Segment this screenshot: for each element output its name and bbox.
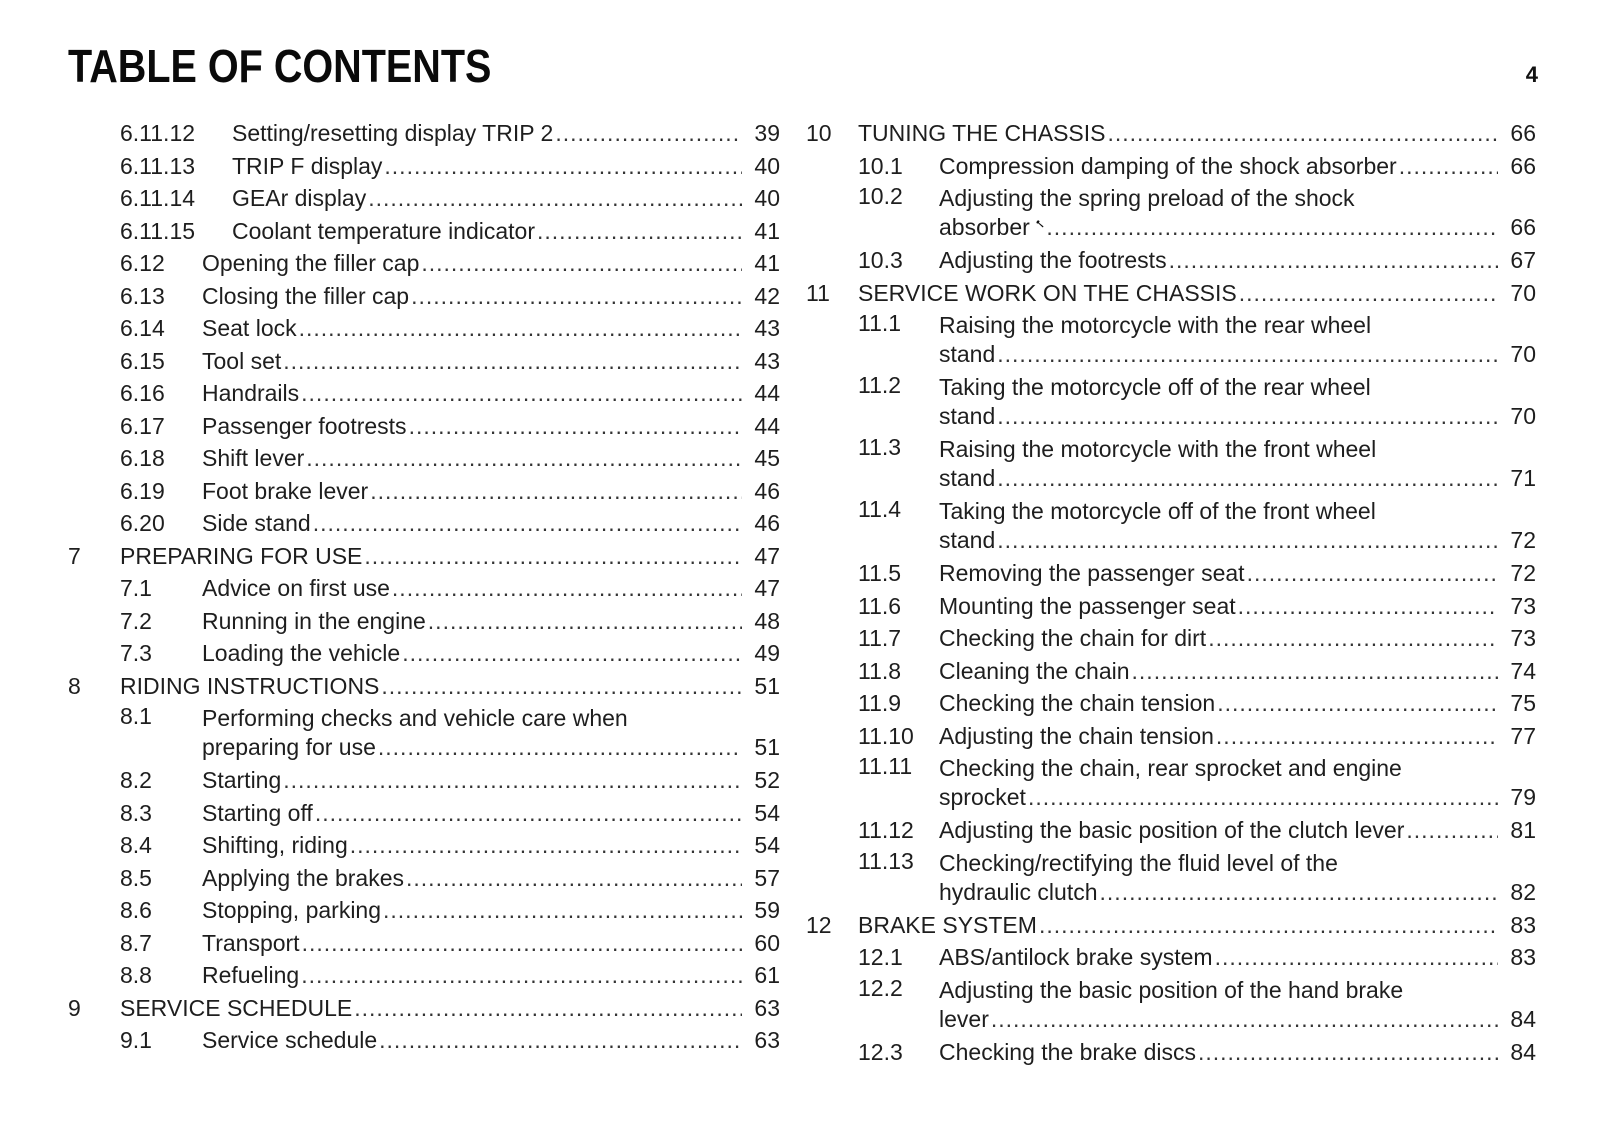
toc-entry-title-continued: preparing for use xyxy=(202,734,376,760)
toc-entry[interactable] xyxy=(68,572,780,605)
toc-entry-number: 6.11.13 xyxy=(120,152,196,179)
toc-entry-page: 66 xyxy=(1510,152,1536,179)
dot-leader xyxy=(315,797,742,830)
page-number: 4 xyxy=(1525,62,1538,87)
toc-right-column xyxy=(806,117,1536,1068)
toc-entry[interactable] xyxy=(68,637,780,670)
toc-entry-number: 12.1 xyxy=(858,944,903,970)
toc-entry-title-continued: stand xyxy=(939,341,996,367)
toc-entry-title: Checking/rectifying the fluid level of the xyxy=(939,849,1338,876)
toc-entry-number: 6.12 xyxy=(120,250,165,276)
toc-entry-number: 10.1 xyxy=(858,152,903,179)
toc-entry-title: Adjusting the basic position of the hand brake xyxy=(939,976,1404,1003)
dot-leader xyxy=(997,464,1498,493)
toc-entry-title: Setting/resetting display TRIP 2 xyxy=(232,120,554,146)
toc-entry[interactable] xyxy=(826,1036,1536,1069)
dot-leader xyxy=(1399,150,1498,183)
toc-entry-title: Stopping, parking xyxy=(202,897,382,923)
toc-entry-page: 70 xyxy=(1510,341,1536,367)
toc-entry[interactable] xyxy=(68,764,780,797)
dot-leader xyxy=(392,572,742,605)
dot-leader xyxy=(381,670,742,703)
toc-entry-page: 51 xyxy=(754,734,780,760)
toc-entry-number: 6.18 xyxy=(120,445,165,471)
toc-entry-page: 52 xyxy=(754,767,780,793)
toc-entry[interactable] xyxy=(826,371,1536,433)
dot-leader xyxy=(370,475,742,508)
toc-entry-page: 81 xyxy=(1510,817,1536,843)
dot-leader xyxy=(1198,1036,1498,1069)
toc-entry-page: 44 xyxy=(754,380,780,406)
toc-entry-number: 8 xyxy=(68,672,81,699)
toc-entry-number: 8.1 xyxy=(120,703,152,729)
toc-entry-number: 7.3 xyxy=(120,640,152,666)
toc-entry-page: 71 xyxy=(1510,465,1536,491)
dot-leader xyxy=(406,862,742,895)
dot-leader xyxy=(1406,814,1498,847)
toc-entry-number: 6.16 xyxy=(120,380,165,406)
toc-entry[interactable] xyxy=(68,410,780,443)
toc-entry[interactable] xyxy=(68,377,780,410)
toc-entry[interactable] xyxy=(826,941,1536,974)
toc-entry[interactable] xyxy=(826,590,1536,623)
toc-entry-page: 40 xyxy=(754,185,780,211)
dot-leader xyxy=(1039,909,1498,942)
toc-entry-page: 43 xyxy=(754,347,780,374)
toc-left-column xyxy=(68,117,780,1057)
dot-leader xyxy=(1239,277,1498,310)
toc-entry[interactable] xyxy=(68,507,780,540)
toc-entry-number: 11.10 xyxy=(858,722,914,749)
toc-entry-number: 11.11 xyxy=(858,753,913,779)
toc-entry-title: Refueling xyxy=(202,962,300,988)
dot-leader xyxy=(1215,941,1498,974)
toc-entry-title: Raising the motorcycle with the rear wheel xyxy=(939,312,1372,338)
toc-entry[interactable] xyxy=(826,974,1536,1036)
toc-entry[interactable] xyxy=(806,909,1536,942)
toc-entry-title: Advice on first use xyxy=(202,575,390,601)
dot-leader xyxy=(1100,878,1498,907)
toc-entry[interactable] xyxy=(806,117,1536,150)
toc-entry[interactable] xyxy=(68,605,780,638)
toc-entry[interactable] xyxy=(826,622,1536,655)
toc-entry-page: 67 xyxy=(1510,247,1536,273)
toc-entry-title: Handrails xyxy=(202,380,300,406)
toc-entry-title: Cleaning the chain xyxy=(939,657,1130,684)
toc-entry-title: Adjusting the basic position of the clutch lever xyxy=(939,817,1405,843)
dot-leader xyxy=(1238,590,1498,623)
toc-entry[interactable] xyxy=(68,670,780,703)
toc-entry[interactable] xyxy=(68,150,780,183)
toc-entry-title: GEAr display xyxy=(232,185,367,211)
toc-entry-page: 82 xyxy=(1510,878,1536,905)
toc-entry-page: 73 xyxy=(1510,592,1536,619)
dot-leader xyxy=(368,182,742,215)
toc-entry-title-continued: stand xyxy=(939,527,996,553)
toc-entry[interactable] xyxy=(68,182,780,215)
toc-entry-number: 6.15 xyxy=(120,347,165,374)
dot-leader xyxy=(313,507,742,540)
toc-entry-number: 11.7 xyxy=(858,625,902,651)
toc-entry-number: 11.6 xyxy=(858,592,902,619)
toc-entry-title: PREPARING FOR USE xyxy=(120,542,363,569)
dot-leader xyxy=(383,894,742,927)
toc-entry-title-continued: stand xyxy=(939,403,996,429)
dot-leader xyxy=(379,1024,742,1057)
dot-leader xyxy=(1108,117,1499,150)
toc-entry[interactable] xyxy=(68,1024,780,1057)
toc-entry-page: 40 xyxy=(754,152,780,179)
toc-entry-title: Side stand xyxy=(202,510,311,536)
toc-entry[interactable] xyxy=(826,433,1536,495)
toc-entry-title: Tool set xyxy=(202,347,282,374)
toc-entry-title: Checking the brake discs xyxy=(939,1038,1196,1065)
toc-entry-page: 47 xyxy=(754,542,780,569)
toc-entry-number: 8.4 xyxy=(120,832,152,858)
toc-entry[interactable] xyxy=(826,309,1536,371)
toc-entry[interactable] xyxy=(68,829,780,862)
toc-entry-title: Raising the motorcycle with the front wheel xyxy=(939,436,1377,462)
toc-entry-page: 83 xyxy=(1510,944,1536,970)
toc-entry-number: 6.11.14 xyxy=(120,185,196,211)
toc-entry-page: 41 xyxy=(754,217,780,244)
toc-entry[interactable] xyxy=(68,280,780,313)
toc-entry-page: 47 xyxy=(754,575,780,601)
toc-entry-title: Seat lock xyxy=(202,315,297,341)
toc-entry-title: Checking the chain for dirt xyxy=(939,625,1207,651)
dot-leader xyxy=(306,442,742,475)
toc-entry-title: Applying the brakes xyxy=(202,864,405,891)
dot-leader xyxy=(1132,655,1498,688)
dot-leader xyxy=(1028,783,1498,812)
toc-entry-title: Mounting the passenger seat xyxy=(939,592,1236,619)
toc-entry-number: 6.13 xyxy=(120,282,165,309)
toc-entry-title: Taking the motorcycle off of the rear wheel xyxy=(939,374,1371,400)
toc-entry-page: 49 xyxy=(754,640,780,666)
toc-entry-title: Performing checks and vehicle care when xyxy=(202,705,628,731)
toc-entry[interactable] xyxy=(68,475,780,508)
toc-entry-title: Shifting, riding xyxy=(202,832,348,858)
dot-leader xyxy=(378,733,742,762)
toc-entry[interactable] xyxy=(68,117,780,150)
toc-entry-page: 43 xyxy=(754,315,780,341)
toc-entry-title: Starting off xyxy=(202,799,313,826)
dot-leader xyxy=(997,402,1498,431)
wrench-icon xyxy=(1036,213,1045,235)
dot-leader xyxy=(1046,213,1498,242)
toc-entry[interactable] xyxy=(826,687,1536,720)
toc-entry-page: 51 xyxy=(754,672,780,699)
toc-entry-page: 84 xyxy=(1510,1005,1536,1032)
toc-entry-page: 74 xyxy=(1510,657,1536,684)
dot-leader xyxy=(1247,557,1498,590)
dot-leader xyxy=(302,927,742,960)
toc-entry-number: 10.3 xyxy=(858,247,903,273)
toc-entry-title: Adjusting the chain tension xyxy=(939,722,1214,749)
toc-entry-title: TUNING THE CHASSIS xyxy=(858,120,1106,146)
toc-entry[interactable] xyxy=(826,814,1536,847)
dot-leader xyxy=(411,280,742,313)
toc-entry-page: 48 xyxy=(754,607,780,634)
toc-entry[interactable] xyxy=(68,862,780,895)
dot-leader xyxy=(354,992,742,1025)
dot-leader xyxy=(299,312,742,345)
toc-entry-number: 6.20 xyxy=(120,510,165,536)
toc-entry-title: Closing the filler cap xyxy=(202,282,410,309)
toc-entry-title: Running in the engine xyxy=(202,607,426,634)
toc-entry-page: 70 xyxy=(1510,279,1536,306)
dot-leader xyxy=(301,959,742,992)
toc-entry[interactable] xyxy=(826,655,1536,688)
toc-entry[interactable] xyxy=(826,720,1536,753)
toc-entry-number: 11.4 xyxy=(858,496,902,522)
page-title: TABLE OF CONTENTS xyxy=(68,40,492,92)
toc-entry-page: 59 xyxy=(754,897,780,923)
dot-leader xyxy=(364,540,742,573)
toc-entry-number: 12.2 xyxy=(858,974,903,1001)
toc-entry-title: Checking the chain, rear sprocket and engine xyxy=(939,755,1402,781)
toc-entry-page: 66 xyxy=(1510,120,1536,146)
dot-leader xyxy=(555,117,742,150)
toc-entry-title: Shift lever xyxy=(202,445,305,471)
toc-entry-title-continued: absorber xyxy=(939,214,1030,240)
toc-entry-number: 12.3 xyxy=(858,1038,903,1065)
toc-entry[interactable] xyxy=(826,847,1536,909)
toc-entry[interactable] xyxy=(68,959,780,992)
dot-leader xyxy=(421,247,742,280)
toc-entry-number: 11.12 xyxy=(858,817,914,843)
dot-leader xyxy=(384,150,742,183)
toc-entry-number: 7.1 xyxy=(120,575,152,601)
toc-entry[interactable] xyxy=(826,150,1536,183)
toc-entry-number: 9.1 xyxy=(120,1027,152,1053)
toc-entry-number: 11 xyxy=(806,279,830,306)
toc-entry-title: Removing the passenger seat xyxy=(939,560,1245,586)
dot-leader xyxy=(537,215,742,248)
toc-entry-title-continued: stand xyxy=(939,465,996,491)
toc-entry-number: 10 xyxy=(806,120,832,146)
toc-entry-title: RIDING INSTRUCTIONS xyxy=(120,672,380,699)
toc-entry[interactable] xyxy=(826,557,1536,590)
toc-entry-page: 70 xyxy=(1510,403,1536,429)
toc-entry-number: 10.2 xyxy=(858,183,903,209)
toc-entry[interactable] xyxy=(68,442,780,475)
toc-entry-number: 11.13 xyxy=(858,847,914,874)
toc-entry-page: 83 xyxy=(1510,911,1536,938)
toc-entry-number: 11.5 xyxy=(858,560,902,586)
toc-entry-number: 8.2 xyxy=(120,767,152,793)
dot-leader xyxy=(997,340,1498,369)
toc-entry-title: Opening the filler cap xyxy=(202,250,420,276)
toc-entry[interactable] xyxy=(68,312,780,345)
toc-entry-page: 77 xyxy=(1510,722,1536,749)
toc-entry-number: 6.19 xyxy=(120,477,165,504)
toc-entry-page: 42 xyxy=(754,282,780,309)
toc-entry-number: 8.6 xyxy=(120,897,152,923)
dot-leader xyxy=(409,410,742,443)
toc-entry-number: 11.3 xyxy=(858,434,902,460)
toc-entry-number: 6.17 xyxy=(120,412,165,439)
toc-entry-number: 9 xyxy=(68,994,81,1021)
toc-entry-number: 6.11.12 xyxy=(120,120,196,146)
dot-leader xyxy=(283,345,742,378)
toc-entry-page: 75 xyxy=(1510,690,1536,716)
dot-leader xyxy=(997,526,1498,555)
dot-leader xyxy=(283,764,742,797)
toc-entry-number: 7.2 xyxy=(120,607,152,634)
dot-leader xyxy=(991,1005,1498,1034)
toc-entry-number: 8.7 xyxy=(120,929,152,956)
toc-entry-number: 11.1 xyxy=(858,310,902,336)
toc-entry-page: 39 xyxy=(754,120,780,146)
dot-leader xyxy=(350,829,742,862)
dot-leader xyxy=(1208,622,1498,655)
toc-entry-title: TRIP F display xyxy=(232,152,383,179)
dot-leader xyxy=(301,377,742,410)
toc-entry-title: SERVICE SCHEDULE xyxy=(120,994,353,1021)
toc-entry-title: Foot brake lever xyxy=(202,477,369,504)
toc-entry-title: Compression damping of the shock absorber xyxy=(939,152,1397,179)
toc-entry-title: Service schedule xyxy=(202,1027,378,1053)
toc-entry-page: 54 xyxy=(754,799,780,826)
toc-entry-number: 12 xyxy=(806,911,832,938)
toc-entry-title: Transport xyxy=(202,929,300,956)
toc-entry[interactable] xyxy=(826,495,1536,557)
toc-entry[interactable] xyxy=(68,540,780,573)
toc-entry-page: 72 xyxy=(1510,527,1536,553)
dot-leader xyxy=(402,637,742,670)
dot-leader xyxy=(428,605,742,638)
toc-entry[interactable] xyxy=(68,797,780,830)
toc-entry-title: Taking the motorcycle off of the front wheel xyxy=(939,498,1376,524)
toc-entry-page: 46 xyxy=(754,477,780,504)
toc-entry-title: ABS/antilock brake system xyxy=(939,944,1213,970)
toc-entry[interactable] xyxy=(68,702,780,764)
toc-entry-page: 79 xyxy=(1510,784,1536,810)
toc-entry-number: 11.9 xyxy=(858,690,902,716)
toc-entry-number: 11.8 xyxy=(858,657,902,684)
toc-entry-title: Adjusting the footrests xyxy=(939,247,1167,273)
toc-entry[interactable] xyxy=(68,992,780,1025)
toc-entry-page: 46 xyxy=(754,510,780,536)
toc-entry-number: 6.11.15 xyxy=(120,217,196,244)
toc-entry[interactable] xyxy=(68,894,780,927)
toc-entry-title-continued: hydraulic clutch xyxy=(939,878,1098,905)
dot-leader xyxy=(1216,720,1498,753)
toc-entry-page: 61 xyxy=(754,962,780,988)
toc-entry-page: 63 xyxy=(754,1027,780,1053)
toc-entry[interactable] xyxy=(68,927,780,960)
toc-entry-page: 84 xyxy=(1510,1038,1536,1065)
toc-entry-number: 6.14 xyxy=(120,315,165,341)
toc-entry-title: Starting xyxy=(202,767,282,793)
toc-entry-page: 73 xyxy=(1510,625,1536,651)
toc-entry-number: 8.3 xyxy=(120,799,152,826)
dot-leader xyxy=(1169,244,1498,277)
toc-entry-page: 72 xyxy=(1510,560,1536,586)
toc-entry-title: Checking the chain tension xyxy=(939,690,1216,716)
toc-entry-title-continued: sprocket xyxy=(939,784,1026,810)
toc-entry-page: 57 xyxy=(754,864,780,891)
toc-entry[interactable] xyxy=(826,244,1536,277)
toc-entry-title: Coolant temperature indicator xyxy=(232,217,535,244)
toc-entry[interactable] xyxy=(826,182,1536,244)
toc-entry-page: 63 xyxy=(754,994,780,1021)
toc-entry[interactable] xyxy=(826,752,1536,814)
toc-entry-title: Passenger footrests xyxy=(202,412,407,439)
toc-entry[interactable] xyxy=(68,247,780,280)
toc-entry-title: SERVICE WORK ON THE CHASSIS xyxy=(858,279,1237,306)
toc-entry-number: 7 xyxy=(68,542,81,569)
toc-entry-page: 41 xyxy=(754,250,780,276)
toc-entry-page: 45 xyxy=(754,445,780,471)
toc-entry-page: 44 xyxy=(754,412,780,439)
dot-leader xyxy=(1217,687,1498,720)
toc-entry-title: Adjusting the spring preload of the shock xyxy=(939,185,1355,211)
toc-entry[interactable] xyxy=(806,277,1536,310)
toc-entry-page: 54 xyxy=(754,832,780,858)
toc-entry-number: 11.2 xyxy=(858,372,902,398)
toc-entry-page: 60 xyxy=(754,929,780,956)
toc-entry[interactable] xyxy=(68,215,780,248)
toc-entry-number: 8.5 xyxy=(120,864,152,891)
toc-entry-title-continued: lever xyxy=(939,1005,989,1032)
toc-entry-number: 8.8 xyxy=(120,962,152,988)
toc-entry-title: BRAKE SYSTEM xyxy=(858,911,1037,938)
toc-entry-page: 66 xyxy=(1510,214,1536,240)
toc-entry-title: Loading the vehicle xyxy=(202,640,401,666)
toc-entry[interactable] xyxy=(68,345,780,378)
